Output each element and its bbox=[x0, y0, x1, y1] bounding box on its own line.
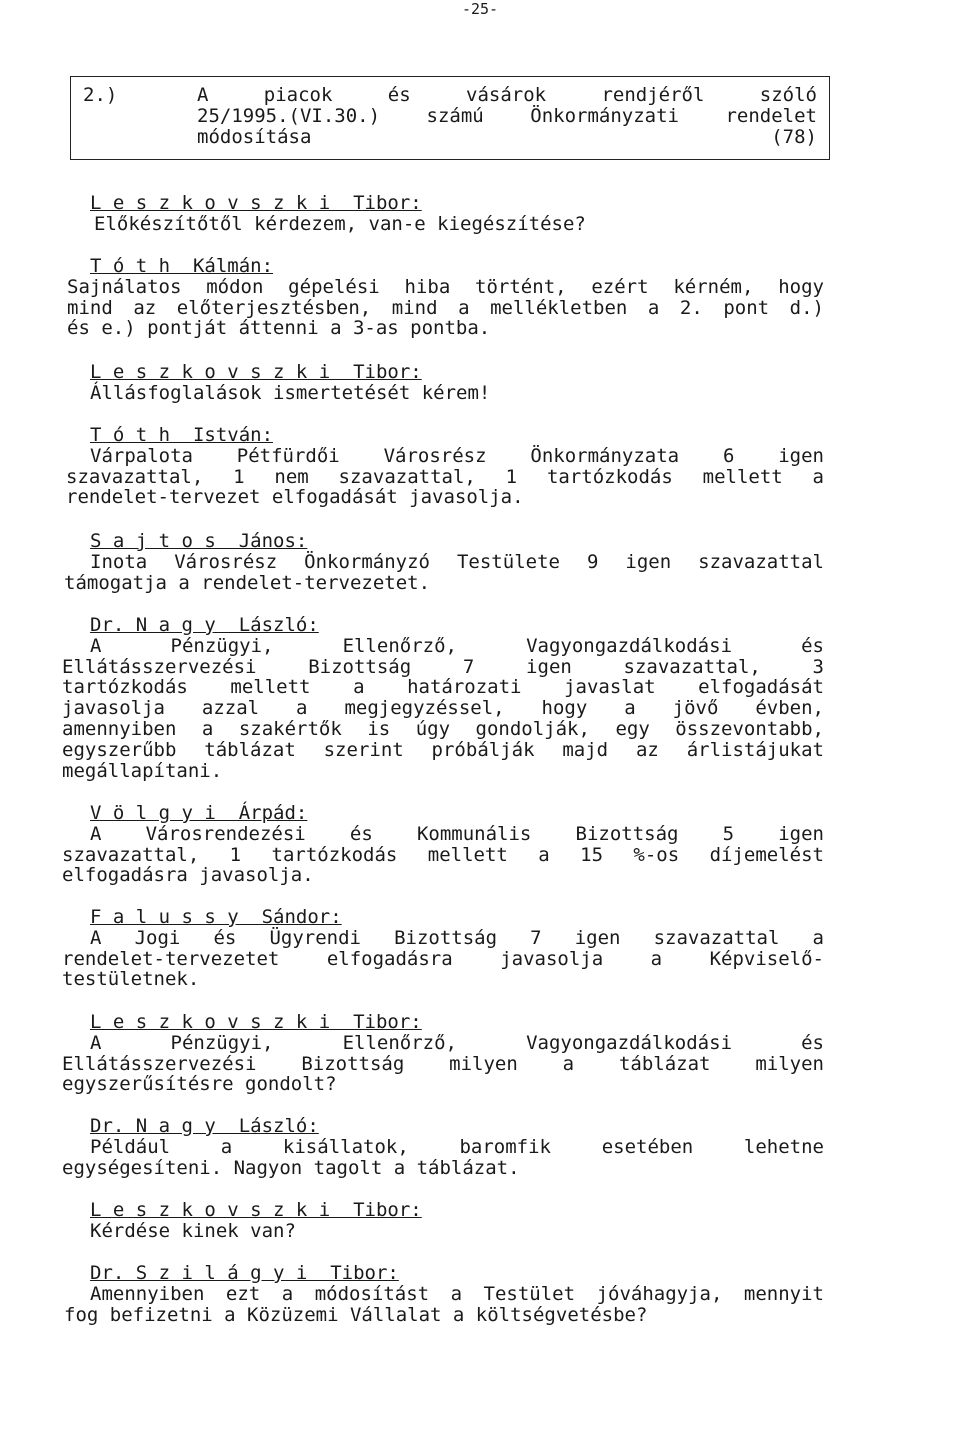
speech-entry bbox=[62, 1200, 824, 1242]
speaker-name: L e s z k o v s z k i Tibor: bbox=[90, 361, 422, 383]
speaker-name: L e s z k o v s z k i Tibor: bbox=[90, 1011, 422, 1033]
agenda-line-1 bbox=[71, 85, 829, 106]
speech-entry bbox=[62, 907, 824, 990]
speech-line: rendelet-tervezetet elfogadásra javasolja a Képviselő- bbox=[62, 947, 824, 970]
speech-line: Kérdése kinek van? bbox=[90, 1219, 296, 1242]
speech-line: megállapítani. bbox=[62, 759, 223, 782]
agenda-number: 2.) bbox=[83, 84, 118, 106]
agenda-line-text-3: módosítása bbox=[197, 126, 312, 148]
speech-line: javasolja azzal a megjegyzéssel, hogy a jövő évben, bbox=[62, 697, 824, 720]
speaker-name: Dr. N a g y László: bbox=[90, 614, 319, 636]
speech-entry bbox=[62, 615, 824, 781]
agenda-line-2 bbox=[71, 106, 829, 127]
speaker-name: L e s z k o v s z k i Tibor: bbox=[90, 192, 422, 214]
speech-line: rendelet-tervezet elfogadását javasolja. bbox=[66, 486, 524, 509]
speech-line: Például a kisállatok, baromfik esetében lehetne bbox=[90, 1135, 824, 1158]
speech-line: A Pénzügyi, Ellenőrző, Vagyongazdálkodási és bbox=[90, 1031, 824, 1054]
speaker-name: S a j t o s János: bbox=[90, 530, 308, 552]
speech-line: Inota Városrész Önkormányzó Testülete 9 igen szavazattal bbox=[90, 550, 824, 573]
speech-entry bbox=[62, 193, 824, 235]
speech-line: egységesíteni. Nagyon tagolt a táblázat. bbox=[62, 1156, 520, 1179]
speech-line: szavazattal, 1 nem szavazattal, 1 tartózkodás mellett a bbox=[66, 465, 824, 488]
speech-line: fog befizetni a Közüzemi Vállalat a költségvetésbe? bbox=[64, 1303, 648, 1326]
speaker-name: T ó t h Kálmán: bbox=[90, 255, 274, 277]
agenda-line-3 bbox=[71, 127, 829, 148]
speech-entry bbox=[62, 1116, 824, 1178]
speech-line: elfogadásra javasolja. bbox=[62, 864, 314, 887]
speech-line: A Városrendezési és Kommunális Bizottság 5 igen bbox=[90, 822, 824, 845]
speech-entry bbox=[62, 803, 824, 886]
agenda-reference: (78) bbox=[771, 126, 817, 148]
speech-entry bbox=[62, 256, 824, 339]
speech-line: Amennyiben ezt a módosítást a Testület jóváhagyja, mennyit bbox=[90, 1282, 824, 1305]
speech-line: egyszerűsítésre gondolt? bbox=[62, 1073, 337, 1096]
speaker-name: F a l u s s y Sándor: bbox=[90, 906, 342, 928]
agenda-line-text-2: 25/1995.(VI.30.) számú Önkormányzati rendelet bbox=[197, 105, 817, 127]
speech-entry bbox=[62, 425, 824, 508]
speech-line: Előkészítőtől kérdezem, van-e kiegészítése? bbox=[94, 212, 586, 235]
speech-line: egyszerűbb táblázat szerint próbálják majd az árlistájukat bbox=[62, 738, 824, 761]
speech-line: testületnek. bbox=[62, 968, 200, 991]
speech-line: és e.) pontját áttenni a 3-as pontba. bbox=[67, 317, 491, 340]
speech-line: mind az előterjesztésben, mind a mellékletben a 2. pont d.) bbox=[67, 296, 824, 319]
speech-line: támogatja a rendelet-tervezetet. bbox=[64, 571, 431, 594]
speech-line: szavazattal, 1 tartózkodás mellett a 15 %-os díjemelést bbox=[62, 843, 824, 866]
speech-entry bbox=[62, 1012, 824, 1095]
speaker-name: L e s z k o v s z k i Tibor: bbox=[90, 1199, 422, 1221]
speaker-name: T ó t h István: bbox=[90, 424, 274, 446]
speech-line: Sajnálatos módon gépelési hiba történt, ezért kérném, hogy bbox=[67, 275, 824, 298]
agenda-title-box bbox=[70, 76, 830, 160]
speaker-name: Dr. S z i l á g y i Tibor: bbox=[90, 1262, 399, 1284]
speech-entry bbox=[62, 362, 824, 404]
speech-line: tartózkodás mellett a határozati javaslat elfogadását bbox=[62, 676, 824, 699]
agenda-line-text-1: A piacok és vásárok rendjéről szóló bbox=[197, 84, 817, 106]
speech-line: Ellátásszervezési Bizottság 7 igen szavazattal, 3 bbox=[62, 655, 824, 678]
speech-entry bbox=[62, 1263, 824, 1325]
speech-line: amennyiben a szakértők is úgy gondolják, egy összevontabb, bbox=[62, 717, 824, 740]
speech-line: A Pénzügyi, Ellenőrző, Vagyongazdálkodási és bbox=[90, 634, 824, 657]
speech-line: Ellátásszervezési Bizottság milyen a táblázat milyen bbox=[62, 1052, 824, 1075]
speech-line: Állásfoglalások ismertetését kérem! bbox=[90, 381, 491, 404]
speaker-name: V ö l g y i Árpád: bbox=[90, 802, 308, 824]
speech-line: A Jogi és Ügyrendi Bizottság 7 igen szavazattal a bbox=[90, 926, 824, 949]
page-number: -25- bbox=[461, 0, 499, 18]
speech-entry bbox=[62, 531, 824, 593]
speech-line: Várpalota Pétfürdői Városrész Önkormányzata 6 igen bbox=[90, 444, 824, 467]
speaker-name: Dr. N a g y László: bbox=[90, 1115, 319, 1137]
